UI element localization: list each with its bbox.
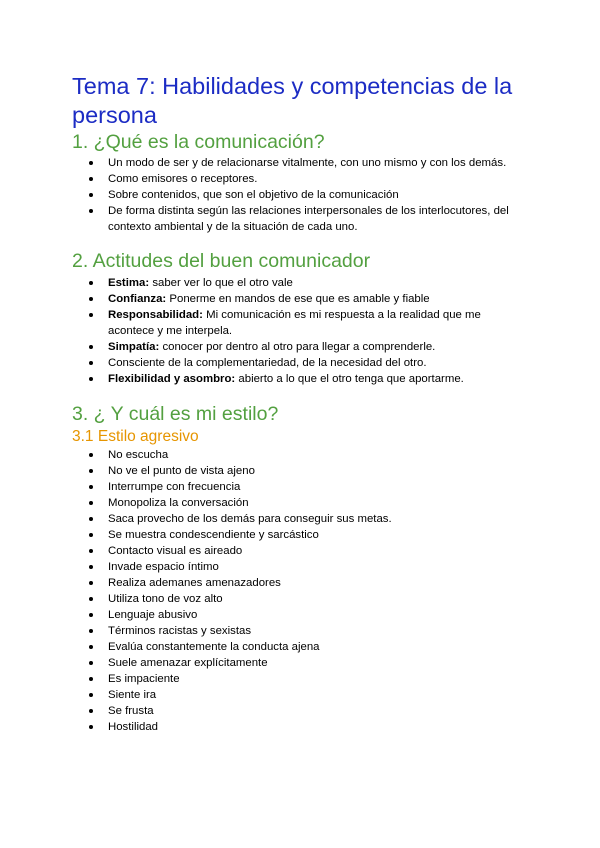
list-item: Siente ira bbox=[108, 687, 518, 703]
list-item: Lenguaje abusivo bbox=[108, 607, 518, 623]
list-item-text: Mi comunicación es mi respuesta a la realidad que me acontece y me interpela. bbox=[108, 309, 481, 337]
list-item: Como emisores o receptores. bbox=[108, 171, 518, 187]
list-item bbox=[108, 275, 518, 291]
section2-list bbox=[72, 275, 532, 387]
section1-list bbox=[72, 155, 532, 235]
list-item: Contacto visual es aireado bbox=[108, 543, 518, 559]
list-item: Se frusta bbox=[108, 703, 518, 719]
list-item-term: Simpatía: bbox=[108, 341, 160, 353]
list-item: De forma distinta según las relaciones interpersonales de los interlocutores, del contexto ambiental y de la situación de cada uno. bbox=[108, 203, 518, 235]
list-item: Monopoliza la conversación bbox=[108, 495, 518, 511]
list-item: Términos racistas y sexistas bbox=[108, 623, 518, 639]
list-item: No ve el punto de vista ajeno bbox=[108, 463, 518, 479]
section-heading-comunicacion: 1. ¿Qué es la comunicación? bbox=[72, 131, 325, 153]
list-item: Evalúa constantemente la conducta ajena bbox=[108, 639, 518, 655]
list-item: Se muestra condescendiente y sarcástico bbox=[108, 527, 518, 543]
list-item: Interrumpe con frecuencia bbox=[108, 479, 518, 495]
list-item bbox=[108, 355, 518, 371]
list-item bbox=[108, 371, 518, 387]
list-item-text: saber ver lo que el otro vale bbox=[149, 277, 293, 289]
section-heading-estilo: 3. ¿ Y cuál es mi estilo? bbox=[72, 403, 279, 425]
list-item: Saca provecho de los demás para conseguir sus metas. bbox=[108, 511, 518, 527]
list-item: Invade espacio íntimo bbox=[108, 559, 518, 575]
list-item: Realiza ademanes amenazadores bbox=[108, 575, 518, 591]
list-item-text: Ponerme en mandos de ese que es amable y fiable bbox=[166, 293, 430, 305]
list-item: No escucha bbox=[108, 447, 518, 463]
list-item: Un modo de ser y de relacionarse vitalmente, con uno mismo y con los demás. bbox=[108, 155, 518, 171]
list-item-text: abierto a lo que el otro tenga que aportarme. bbox=[235, 373, 464, 385]
list-item-term: Estima: bbox=[108, 277, 150, 289]
list-item-term: Confianza: bbox=[108, 293, 167, 305]
subsection-heading-estilo-agresivo: 3.1 Estilo agresivo bbox=[72, 428, 199, 445]
section-heading-actitudes: 2. Actitudes del buen comunicador bbox=[72, 250, 371, 272]
list-item bbox=[108, 339, 518, 355]
document-title: Tema 7: Habilidades y competencias de la persona bbox=[72, 73, 513, 128]
list-item-text: conocer por dentro al otro para llegar a comprenderle. bbox=[159, 341, 436, 353]
list-item-term: Flexibilidad y asombro: bbox=[108, 373, 236, 385]
list-item bbox=[108, 307, 518, 339]
document-page bbox=[72, 72, 532, 735]
list-item bbox=[108, 291, 518, 307]
list-item: Utiliza tono de voz alto bbox=[108, 591, 518, 607]
list-item: Es impaciente bbox=[108, 671, 518, 687]
list-item: Suele amenazar explícitamente bbox=[108, 655, 518, 671]
list-item: Hostilidad bbox=[108, 719, 518, 735]
subsection-list bbox=[72, 447, 532, 735]
list-item-text: Consciente de la complementariedad, de la necesidad del otro. bbox=[108, 357, 427, 369]
list-item: Sobre contenidos, que son el objetivo de la comunicación bbox=[108, 187, 518, 203]
list-item-term: Responsabilidad: bbox=[108, 309, 203, 321]
